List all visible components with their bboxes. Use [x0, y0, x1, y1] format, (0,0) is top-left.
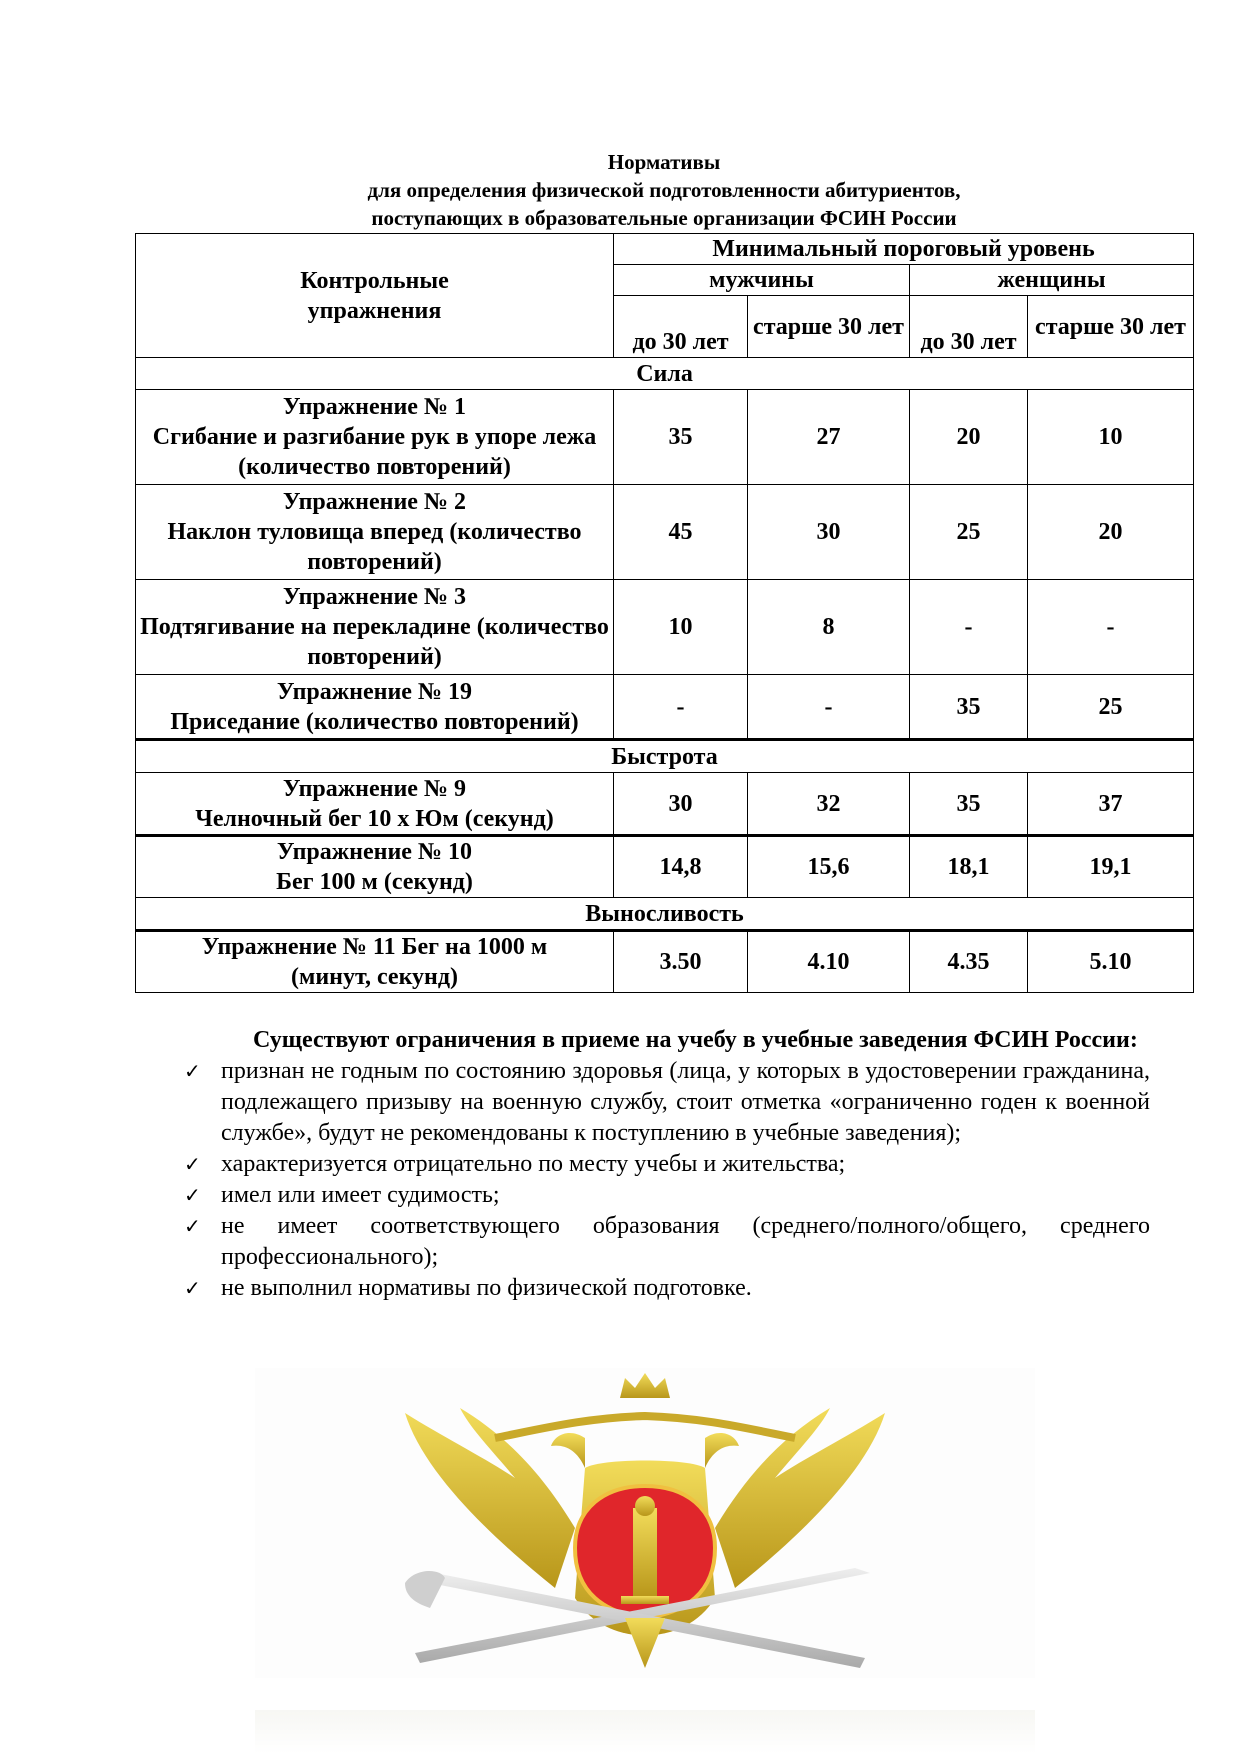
emblem-reflection — [255, 1710, 1035, 1754]
value-men-over30: 4.10 — [748, 931, 910, 993]
value-men-over30: - — [748, 675, 910, 740]
value-women-over30: - — [1028, 580, 1194, 675]
exercise-desc: Сгибание и разгибание рук в упоре лежа (количество повторений) — [152, 424, 597, 480]
list-item-text: признан не годным по состоянию здоровья (лица, у которых в удостоверении гражданина, подлежащего призыву на военную службу, стоит отметка «ограниченно годен к военной службе», будут не рекомендованы к поступлению в учебные заведения); — [221, 1058, 1150, 1146]
exercise-title: Упражнение № 11 Бег на 1000 м — [201, 934, 548, 960]
value-women-over30: 5.10 — [1028, 931, 1194, 993]
exercise-desc: Челночный бег 10 х Юм (секунд) — [195, 805, 554, 832]
list-item — [178, 1211, 1150, 1273]
ribbons — [495, 1416, 795, 1438]
exercise-cell — [136, 836, 614, 898]
header-men-under30: до 30 лет — [614, 296, 748, 358]
exercise-desc: Наклон туловища вперед (количество повторений) — [167, 519, 582, 575]
list-item-text: не имеет соответствующего образования (среднего/полного/общего, среднего профессионального); — [221, 1213, 1150, 1270]
table-row — [136, 773, 1194, 836]
value-women-under30: 4.35 — [910, 931, 1028, 993]
check-icon: ✓ — [184, 1183, 201, 1207]
exercise-title: Упражнение № 10 — [276, 839, 473, 865]
header-women: женщины — [910, 265, 1194, 296]
list-item-text: не выполнил нормативы по физической подготовке. — [221, 1275, 752, 1301]
exercise-title: Упражнение № 9 — [282, 775, 467, 802]
value-men-under30: 10 — [614, 580, 748, 675]
value-men-over30: 8 — [748, 580, 910, 675]
exercise-cell — [136, 580, 614, 675]
table-row — [136, 390, 1194, 485]
table-row — [136, 485, 1194, 580]
restrictions-list — [178, 1056, 1150, 1304]
value-men-under30: 30 — [614, 773, 748, 836]
shield-column — [633, 1508, 657, 1598]
exercise-title: Упражнение № 2 — [282, 489, 467, 515]
exercise-desc: Приседание (количество повторений) — [170, 708, 579, 735]
value-men-under30: - — [614, 675, 748, 740]
value-women-under30: 25 — [910, 485, 1028, 580]
list-item — [178, 1273, 1150, 1304]
exercise-cell — [136, 390, 614, 485]
value-women-under30: - — [910, 580, 1028, 675]
value-women-under30: 35 — [910, 773, 1028, 836]
exercise-desc: Бег 100 м (секунд) — [276, 869, 473, 895]
header-exercises: Контрольные упражнения — [136, 234, 614, 358]
left-head — [551, 1433, 585, 1468]
emblem-graphic — [255, 1368, 1035, 1678]
right-head — [705, 1433, 739, 1468]
value-women-under30: 35 — [910, 675, 1028, 740]
table-row — [136, 675, 1194, 740]
restrictions-block — [178, 1025, 1150, 1304]
right-wing — [715, 1408, 885, 1588]
restrictions-lead: Существуют ограничения в приеме на учебу в учебные заведения ФСИН России: — [253, 1027, 1138, 1053]
fsin-emblem-icon — [255, 1368, 1035, 1678]
value-men-under30: 14,8 — [614, 836, 748, 898]
value-women-over30: 37 — [1028, 773, 1194, 836]
table-row — [136, 836, 1194, 898]
list-item-text: имел или имеет судимость; — [221, 1182, 500, 1208]
header-men-over30: старше 30 лет — [748, 296, 910, 358]
value-men-over30: 30 — [748, 485, 910, 580]
check-icon: ✓ — [184, 1276, 201, 1300]
exercise-title: Упражнение № 1 — [282, 394, 467, 420]
header-women-under30: до 30 лет — [910, 296, 1028, 358]
header-women-over30: старше 30 лет — [1028, 296, 1194, 358]
exercise-title: Упражнение № 19 — [276, 678, 473, 705]
value-men-over30: 27 — [748, 390, 910, 485]
norms-table — [135, 233, 1194, 993]
crown — [620, 1373, 670, 1398]
exercise-cell — [136, 675, 614, 740]
title-line-1: Нормативы — [607, 150, 721, 174]
exercise-cell — [136, 485, 614, 580]
section-header: Быстрота — [136, 740, 1194, 773]
list-item — [178, 1180, 1150, 1211]
check-icon: ✓ — [184, 1214, 201, 1238]
value-women-over30: 25 — [1028, 675, 1194, 740]
exercise-desc: Подтягивание на перекладине (количество повторений) — [140, 614, 609, 670]
header-threshold: Минимальный пороговый уровень — [614, 234, 1194, 265]
value-women-under30: 20 — [910, 390, 1028, 485]
check-icon: ✓ — [184, 1059, 201, 1083]
document-title — [135, 148, 1193, 232]
value-men-under30: 45 — [614, 485, 748, 580]
left-wing — [405, 1408, 575, 1588]
value-women-over30: 19,1 — [1028, 836, 1194, 898]
axe-head — [405, 1571, 445, 1608]
table-row — [136, 931, 1194, 993]
exercise-cell — [136, 931, 614, 993]
value-men-over30: 32 — [748, 773, 910, 836]
list-item — [178, 1149, 1150, 1180]
title-line-3: поступающих в образовательные организации ФСИН России — [371, 206, 957, 230]
value-men-under30: 35 — [614, 390, 748, 485]
value-women-under30: 18,1 — [910, 836, 1028, 898]
title-line-2: для определения физической подготовленности абитуриентов, — [367, 178, 961, 202]
list-item-text: характеризуется отрицательно по месту учебы и жительства; — [221, 1151, 846, 1177]
value-men-over30: 15,6 — [748, 836, 910, 898]
section-header: Выносливость — [136, 898, 1194, 931]
exercise-cell — [136, 773, 614, 836]
section-header: Сила — [136, 358, 1194, 390]
check-icon: ✓ — [184, 1152, 201, 1176]
table-row — [136, 580, 1194, 675]
exercise-desc: (минут, секунд) — [290, 964, 459, 990]
value-women-over30: 20 — [1028, 485, 1194, 580]
header-men: мужчины — [614, 265, 910, 296]
value-women-over30: 10 — [1028, 390, 1194, 485]
list-item — [178, 1056, 1150, 1149]
exercise-title: Упражнение № 3 — [282, 584, 467, 610]
value-men-under30: 3.50 — [614, 931, 748, 993]
tail-feathers — [625, 1618, 665, 1668]
